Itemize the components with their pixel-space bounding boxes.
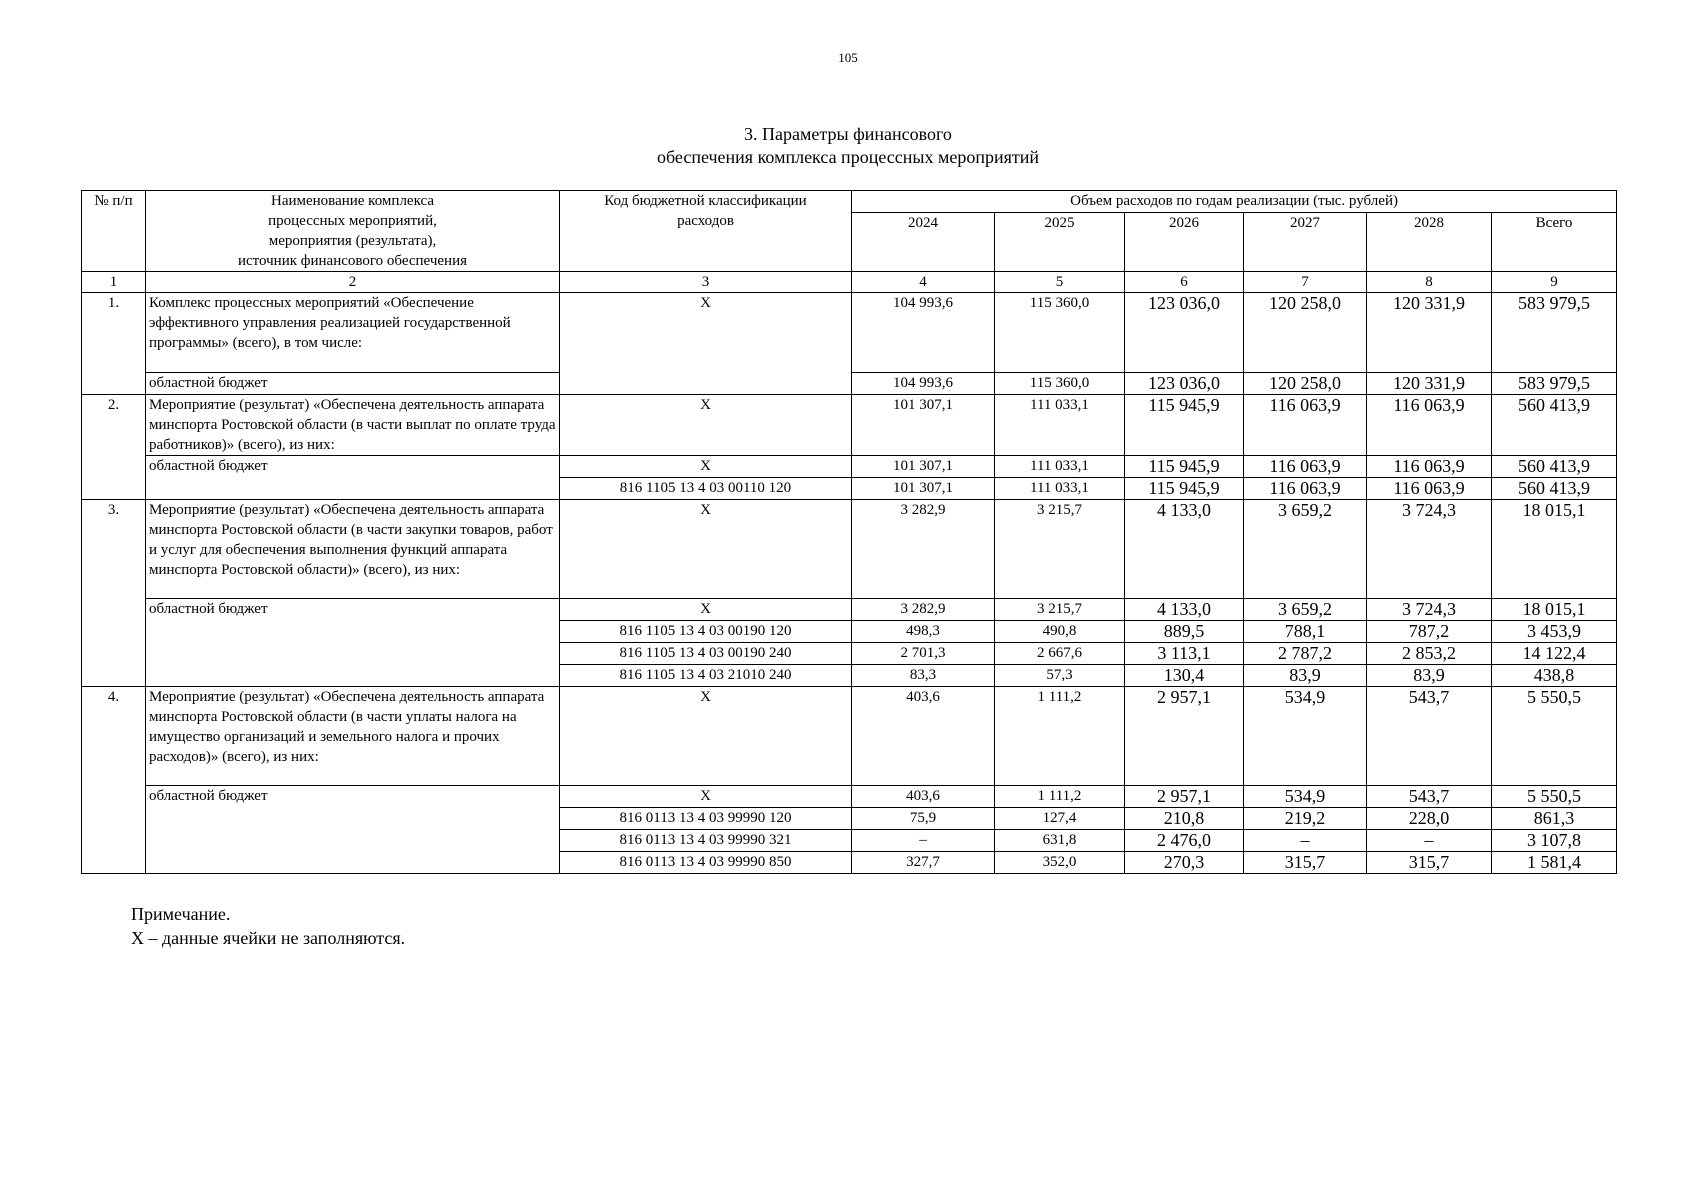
row-value: 101 307,1 [852, 395, 995, 456]
row-name: Мероприятие (результат) «Обеспечена деятельность аппарата минспорта Ростовской области (в части закупки товаров, работ и услуг для обеспечения выполнения функций аппарата минспорта Ростовской области)» (всего), из них: [146, 500, 560, 599]
column-id: 6 [1125, 272, 1244, 293]
row-name: областной бюджет [146, 599, 560, 687]
row-value: 75,9 [852, 808, 995, 830]
row-value: 3 282,9 [852, 500, 995, 599]
row-value: 127,4 [995, 808, 1125, 830]
row-total: 861,3 [1492, 808, 1617, 830]
header-name-line: мероприятия (результата), [268, 233, 437, 249]
header-total: Всего [1492, 212, 1617, 271]
row-value: 210,8 [1125, 808, 1244, 830]
row-value: 116 063,9 [1367, 456, 1492, 478]
financial-table [81, 190, 1617, 874]
row-value: 490,8 [995, 621, 1125, 643]
row-name: Комплекс процессных мероприятий «Обеспечение эффективного управления реализацией государственной программы» (всего), в том числе: [146, 293, 560, 373]
row-value: 116 063,9 [1367, 478, 1492, 500]
row-number: 2. [82, 395, 146, 500]
row-code: Х [560, 599, 852, 621]
row-value: 543,7 [1367, 687, 1492, 786]
row-value: 83,9 [1244, 665, 1367, 687]
header-code-line: расходов [677, 213, 734, 229]
row-code: 816 1105 13 4 03 00190 120 [560, 621, 852, 643]
row-value: 120 258,0 [1244, 293, 1367, 373]
header-code-line: Код бюджетной классификации [604, 193, 807, 209]
row-code: 816 1105 13 4 03 21010 240 [560, 665, 852, 687]
row-value: 101 307,1 [852, 456, 995, 478]
row-total: 560 413,9 [1492, 456, 1617, 478]
row-value: 101 307,1 [852, 478, 995, 500]
row-value: 111 033,1 [995, 395, 1125, 456]
row-value: 115 360,0 [995, 373, 1125, 395]
column-id: 3 [560, 272, 852, 293]
row-value: 3 113,1 [1125, 643, 1244, 665]
column-id: 9 [1492, 272, 1617, 293]
row-code: Х [560, 395, 852, 456]
row-value: 123 036,0 [1125, 293, 1244, 373]
row-value: 120 331,9 [1367, 373, 1492, 395]
table-row [82, 293, 1617, 373]
row-total: 560 413,9 [1492, 395, 1617, 456]
row-total: 583 979,5 [1492, 293, 1617, 373]
row-code: Х [560, 500, 852, 599]
header-year: 2024 [852, 212, 995, 271]
row-value: 2 853,2 [1367, 643, 1492, 665]
row-value: 120 258,0 [1244, 373, 1367, 395]
row-value: 403,6 [852, 786, 995, 808]
row-value: 889,5 [1125, 621, 1244, 643]
row-value: 116 063,9 [1244, 395, 1367, 456]
row-value: 315,7 [1367, 852, 1492, 874]
table-row [82, 599, 1617, 621]
row-value: 115 945,9 [1125, 395, 1244, 456]
row-value: 104 993,6 [852, 373, 995, 395]
row-code: 816 1105 13 4 03 00190 240 [560, 643, 852, 665]
row-value: 120 331,9 [1367, 293, 1492, 373]
column-id: 2 [146, 272, 560, 293]
row-value: 534,9 [1244, 786, 1367, 808]
table-row [82, 687, 1617, 786]
row-code: 816 0113 13 4 03 99990 321 [560, 830, 852, 852]
row-value: 543,7 [1367, 786, 1492, 808]
row-value: 4 133,0 [1125, 599, 1244, 621]
row-value: 116 063,9 [1367, 395, 1492, 456]
header-name-line: источник финансового обеспечения [237, 253, 467, 269]
row-value: 788,1 [1244, 621, 1367, 643]
title-line-2: обеспечения комплекса процессных мероприятий [656, 147, 1040, 167]
table-row [82, 786, 1617, 808]
row-value: 2 787,2 [1244, 643, 1367, 665]
row-code: 816 0113 13 4 03 99990 850 [560, 852, 852, 874]
row-total: 18 015,1 [1492, 599, 1617, 621]
row-total: 583 979,5 [1492, 373, 1617, 395]
row-name: областной бюджет [146, 373, 560, 395]
row-value: 315,7 [1244, 852, 1367, 874]
row-value: 787,2 [1367, 621, 1492, 643]
row-value: 631,8 [995, 830, 1125, 852]
row-value: – [852, 830, 995, 852]
row-code: 816 0113 13 4 03 99990 120 [560, 808, 852, 830]
row-value: 111 033,1 [995, 456, 1125, 478]
row-total: 438,8 [1492, 665, 1617, 687]
row-total: 5 550,5 [1492, 786, 1617, 808]
row-total: 3 453,9 [1492, 621, 1617, 643]
row-value: 352,0 [995, 852, 1125, 874]
row-name: областной бюджет [146, 456, 560, 500]
header-group: Объем расходов по годам реализации (тыс. рублей) [852, 191, 1617, 213]
row-value: 228,0 [1367, 808, 1492, 830]
note-text: Х – данные ячейки не заполняются. [131, 928, 406, 948]
table-row [82, 456, 1617, 478]
column-id: 4 [852, 272, 995, 293]
row-value: 130,4 [1125, 665, 1244, 687]
row-value: 83,9 [1367, 665, 1492, 687]
row-value: 3 724,3 [1367, 500, 1492, 599]
row-value: 104 993,6 [852, 293, 995, 373]
row-value: 2 957,1 [1125, 786, 1244, 808]
row-name: областной бюджет [146, 786, 560, 874]
row-value: 1 111,2 [995, 687, 1125, 786]
header-year: 2026 [1125, 212, 1244, 271]
header-year: 2028 [1367, 212, 1492, 271]
page-number: 105 [838, 50, 858, 65]
row-code: Х [560, 786, 852, 808]
row-value: 116 063,9 [1244, 478, 1367, 500]
row-total: 3 107,8 [1492, 830, 1617, 852]
row-name: Мероприятие (результат) «Обеспечена деятельность аппарата минспорта Ростовской области (в части выплат по оплате труда работников)» (всего), из них: [146, 395, 560, 456]
table-row [82, 395, 1617, 456]
header-name-line: Наименование комплекса [270, 193, 434, 209]
row-value: 2 957,1 [1125, 687, 1244, 786]
header-year: 2027 [1244, 212, 1367, 271]
column-id: 1 [82, 272, 146, 293]
row-value: – [1244, 830, 1367, 852]
page-title [0, 123, 1696, 169]
row-value: 3 659,2 [1244, 599, 1367, 621]
row-total: 18 015,1 [1492, 500, 1617, 599]
row-value: 498,3 [852, 621, 995, 643]
row-value: 1 111,2 [995, 786, 1125, 808]
table-row [82, 500, 1617, 599]
row-code: 816 1105 13 4 03 00110 120 [560, 478, 852, 500]
row-total: 14 122,4 [1492, 643, 1617, 665]
header-num: № п/п [82, 191, 146, 272]
row-value: 534,9 [1244, 687, 1367, 786]
column-id: 8 [1367, 272, 1492, 293]
column-id: 5 [995, 272, 1125, 293]
header-name-line: процессных мероприятий, [268, 213, 437, 229]
row-total: 1 581,4 [1492, 852, 1617, 874]
title-line-1: 3. Параметры финансового [744, 124, 952, 144]
row-value: 111 033,1 [995, 478, 1125, 500]
row-code: Х [560, 687, 852, 786]
row-value: 3 215,7 [995, 599, 1125, 621]
row-value: 115 945,9 [1125, 478, 1244, 500]
row-number: 4. [82, 687, 146, 874]
row-value: 115 945,9 [1125, 456, 1244, 478]
row-value: 3 659,2 [1244, 500, 1367, 599]
row-number: 1. [82, 293, 146, 395]
column-id: 7 [1244, 272, 1367, 293]
row-value: 403,6 [852, 687, 995, 786]
row-number: 3. [82, 500, 146, 687]
row-value: 3 724,3 [1367, 599, 1492, 621]
row-name: Мероприятие (результат) «Обеспечена деятельность аппарата минспорта Ростовской области (в части уплаты налога на имущество организаций и земельного налога и прочих расходов)» (всего), из них: [146, 687, 560, 786]
header-name [146, 191, 560, 272]
row-value: 2 667,6 [995, 643, 1125, 665]
row-value: 270,3 [1125, 852, 1244, 874]
header-code [560, 191, 852, 272]
row-total: 5 550,5 [1492, 687, 1617, 786]
row-value: 2 476,0 [1125, 830, 1244, 852]
row-value: 123 036,0 [1125, 373, 1244, 395]
row-value: 83,3 [852, 665, 995, 687]
note-title: Примечание. [131, 904, 231, 924]
row-value: 4 133,0 [1125, 500, 1244, 599]
header-year: 2025 [995, 212, 1125, 271]
row-value: – [1367, 830, 1492, 852]
row-code: Х [560, 456, 852, 478]
row-value: 219,2 [1244, 808, 1367, 830]
row-value: 116 063,9 [1244, 456, 1367, 478]
row-value: 2 701,3 [852, 643, 995, 665]
row-value: 115 360,0 [995, 293, 1125, 373]
row-value: 57,3 [995, 665, 1125, 687]
row-value: 3 215,7 [995, 500, 1125, 599]
row-value: 327,7 [852, 852, 995, 874]
row-value: 3 282,9 [852, 599, 995, 621]
row-code: Х [560, 293, 852, 395]
row-total: 560 413,9 [1492, 478, 1617, 500]
note [131, 902, 405, 950]
